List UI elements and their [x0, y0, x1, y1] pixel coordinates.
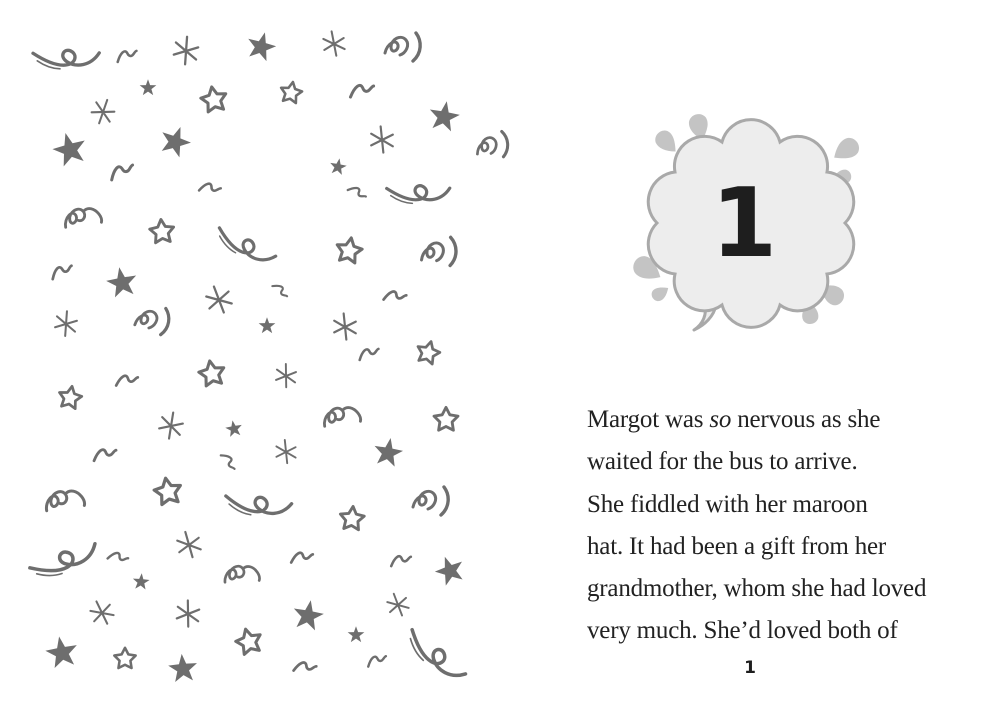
swoosh-doodle-icon: [387, 173, 452, 211]
squiggle-doodle-icon: [294, 661, 317, 674]
swirl-doodle-icon: [474, 131, 510, 161]
squiggle-doodle-icon: [199, 182, 221, 196]
sparkle-doodle-icon: [157, 410, 185, 441]
star-filled-doodle-icon: [244, 29, 279, 63]
swirl2-doodle-icon: [45, 490, 85, 511]
star-filled-doodle-icon: [49, 129, 90, 168]
star-filled-doodle-icon: [431, 552, 468, 588]
squiggle-doodle-icon: [384, 290, 407, 303]
sparkle-doodle-icon: [323, 30, 345, 56]
chapter-number: 1: [710, 169, 778, 279]
swirl2-doodle-icon: [225, 566, 260, 582]
star-filled-doodle-icon: [329, 157, 348, 176]
squiggle-doodle-icon: [350, 84, 375, 97]
swirl-doodle-icon: [385, 33, 420, 61]
star-outline-doodle-icon: [57, 384, 83, 409]
star-outline-doodle-icon: [415, 339, 442, 366]
paragraph-line: [587, 484, 999, 526]
sparkle-doodle-icon: [386, 591, 411, 618]
sparkle-doodle-icon: [334, 314, 356, 340]
star-outline-doodle-icon: [197, 359, 226, 387]
star-outline-doodle-icon: [339, 505, 365, 530]
sparkle-doodle-icon: [54, 310, 78, 338]
squiggle-doodle-icon: [291, 553, 313, 563]
sparkle-doodle-icon: [88, 598, 116, 628]
swoosh-doodle-icon: [402, 630, 473, 681]
squiggle-doodle-icon: [116, 376, 138, 386]
star-outline-doodle-icon: [152, 476, 183, 506]
squiggle-doodle-icon: [348, 184, 367, 202]
swirl2-doodle-icon: [64, 207, 102, 227]
swirl-doodle-icon: [420, 237, 457, 268]
squiggle-doodle-icon: [116, 49, 138, 62]
star-outline-doodle-icon: [434, 407, 458, 430]
squiggle-doodle-icon: [109, 163, 135, 180]
squiggle-doodle-icon: [272, 282, 288, 300]
squiggle-doodle-icon: [358, 347, 380, 360]
doodle-layer: [30, 29, 510, 683]
paragraph-line: [587, 441, 999, 483]
sparkle-doodle-icon: [371, 127, 393, 153]
paragraph-line: [587, 526, 999, 568]
paragraph-line: [587, 610, 999, 652]
swoosh-doodle-icon: [33, 37, 101, 77]
star-filled-doodle-icon: [372, 436, 405, 468]
squiggle-doodle-icon: [50, 264, 73, 279]
squiggle-doodle-icon: [367, 655, 387, 667]
sparkle-doodle-icon: [172, 35, 199, 66]
page-number: 1: [744, 658, 756, 678]
swirl2-doodle-icon: [323, 406, 361, 426]
swirl-doodle-icon: [134, 306, 170, 335]
star-filled-doodle-icon: [140, 79, 157, 95]
swoosh-doodle-icon: [30, 529, 99, 588]
splash-drop-icon: [829, 134, 863, 166]
star-outline-doodle-icon: [149, 218, 175, 243]
star-filled-doodle-icon: [427, 99, 462, 133]
star-filled-doodle-icon: [224, 419, 243, 438]
star-filled-doodle-icon: [132, 573, 150, 590]
squiggle-doodle-icon: [221, 452, 236, 472]
body-text: nervous as she: [731, 406, 881, 433]
star-filled-doodle-icon: [259, 317, 276, 333]
squiggle-doodle-icon: [390, 555, 411, 566]
splash-drop-icon: [649, 282, 672, 303]
chapter-paragraph: [587, 399, 999, 653]
star-outline-doodle-icon: [114, 648, 135, 668]
star-filled-doodle-icon: [167, 653, 198, 683]
sparkle-doodle-icon: [204, 283, 233, 316]
squiggle-doodle-icon: [108, 550, 129, 565]
swoosh-doodle-icon: [215, 228, 279, 263]
star-outline-doodle-icon: [199, 85, 228, 113]
sparkle-doodle-icon: [275, 363, 296, 388]
chapter-badge: [612, 92, 884, 340]
swoosh-doodle-icon: [226, 487, 293, 520]
sparkle-doodle-icon: [89, 96, 118, 127]
body-text: She fiddled with her maroon: [587, 490, 868, 518]
star-outline-doodle-icon: [233, 626, 264, 656]
paragraph-line: [587, 568, 999, 610]
body-text: Margot was: [587, 406, 710, 433]
squiggle-doodle-icon: [93, 448, 117, 460]
star-filled-doodle-icon: [156, 122, 194, 160]
sparkle-doodle-icon: [276, 440, 295, 463]
body-text: waited for the bus to arrive.: [587, 448, 858, 476]
star-filled-doodle-icon: [348, 626, 365, 642]
body-text: grandmother, whom she had loved: [587, 575, 927, 603]
swirl-doodle-icon: [413, 487, 448, 515]
sparkle-doodle-icon: [176, 600, 200, 628]
sparkle-doodle-icon: [176, 530, 202, 559]
body-text: very much. She’d loved both of: [587, 617, 898, 645]
star-filled-doodle-icon: [43, 634, 80, 669]
star-outline-doodle-icon: [335, 236, 364, 264]
body-text: hat. It had been a gift from her: [587, 532, 887, 560]
star-filled-doodle-icon: [104, 265, 139, 299]
paragraph-line: [587, 399, 999, 441]
star-outline-doodle-icon: [279, 80, 303, 104]
star-filled-doodle-icon: [291, 598, 326, 632]
italic-text: so: [709, 406, 732, 433]
